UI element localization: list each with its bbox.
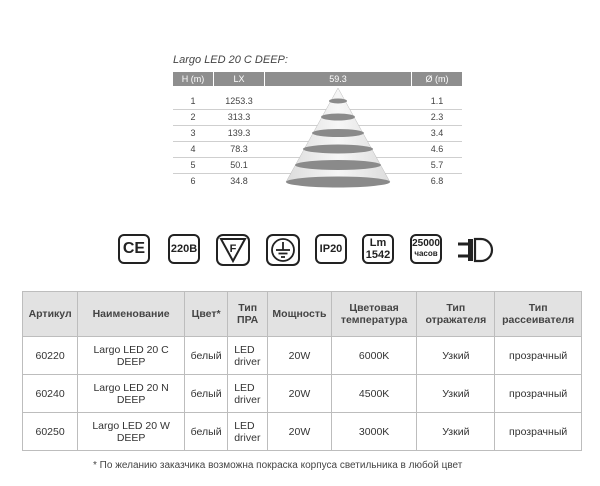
diffuser-cell: прозрачный <box>495 337 582 375</box>
ip-rating-icon <box>315 234 347 264</box>
voltage-icon <box>168 234 200 264</box>
power-cell: 20W <box>268 337 332 375</box>
header-lux: LX <box>214 72 264 86</box>
reflector-cell: Узкий <box>417 375 495 413</box>
f-mark-icon <box>216 234 250 271</box>
voltage-label: 220В <box>170 243 198 255</box>
height-value: 1 <box>190 96 196 106</box>
diameter-value: 1.1 <box>430 96 444 106</box>
lumen-label: Lm <box>369 237 387 249</box>
diffuser-cell: прозрачный <box>495 413 582 451</box>
spec-table <box>22 291 582 451</box>
col-article: Артикул <box>23 292 78 337</box>
diameter-value: 6.8 <box>430 176 444 186</box>
height-value: 3 <box>190 128 196 138</box>
lifetime-value: 25000 <box>412 238 440 249</box>
ground-icon <box>266 234 300 271</box>
height-value: 5 <box>190 160 196 170</box>
header-height: H (m) <box>173 72 213 86</box>
lux-value: 34.8 <box>230 176 248 186</box>
photometric-title: Largo LED 20 C DEEP: <box>173 54 288 66</box>
col-driver: Тип ПРА <box>228 292 268 337</box>
reflector-cell: Узкий <box>417 413 495 451</box>
ip-rating-label: IP20 <box>319 243 343 255</box>
temperature-cell: 4500K <box>331 375 416 413</box>
col-diffuser: Тип рассеивателя <box>495 292 582 337</box>
lux-value: 50.1 <box>230 160 248 170</box>
footnote: * По желанию заказчика возможна покраска корпуса светильника в любой цвет <box>93 460 463 471</box>
col-color: Цвет* <box>185 292 228 337</box>
reflector-cell: Узкий <box>417 337 495 375</box>
lifetime-icon <box>410 234 442 264</box>
diameter-value: 2.3 <box>430 112 444 122</box>
col-name: Наименование <box>78 292 185 337</box>
name-cell: Largo LED 20 W DEEP <box>78 413 185 451</box>
diameter-value: 3.4 <box>430 128 444 138</box>
col-reflector: Тип отражателя <box>417 292 495 337</box>
name-cell: Largo LED 20 C DEEP <box>78 337 185 375</box>
photometric-table <box>173 72 462 189</box>
height-value: 6 <box>190 176 196 186</box>
diameter-value: 4.6 <box>430 144 444 154</box>
color-cell: белый <box>185 337 228 375</box>
table-row <box>23 375 582 413</box>
color-cell: белый <box>185 413 228 451</box>
lux-value: 78.3 <box>230 144 248 154</box>
driver-cell: LED driver <box>228 375 268 413</box>
certification-icons <box>0 232 600 276</box>
lux-value: 139.3 <box>227 128 251 138</box>
color-cell: белый <box>185 375 228 413</box>
lifetime-label: часов <box>414 249 438 258</box>
lumen-value: 1542 <box>365 249 391 261</box>
f-mark-label: F <box>229 243 237 255</box>
light-cone-diagram <box>265 86 411 189</box>
height-value: 2 <box>190 112 196 122</box>
header-angle: 59.3 <box>265 72 411 86</box>
header-diameter: Ø (m) <box>412 72 462 86</box>
name-cell: Largo LED 20 N DEEP <box>78 375 185 413</box>
col-power: Мощность <box>268 292 332 337</box>
lux-value: 313.3 <box>227 112 251 122</box>
driver-cell: LED driver <box>228 413 268 451</box>
temperature-cell: 3000K <box>331 413 416 451</box>
power-cell: 20W <box>268 413 332 451</box>
ce-mark-label: CE <box>122 240 146 257</box>
lumen-icon <box>362 234 394 264</box>
lux-value: 1253.3 <box>225 96 253 106</box>
diameter-value: 5.7 <box>430 160 444 170</box>
diffuser-cell: прозрачный <box>495 375 582 413</box>
power-cell: 20W <box>268 375 332 413</box>
table-header-row <box>23 292 582 337</box>
article-cell: 60240 <box>23 375 78 413</box>
table-row <box>23 337 582 375</box>
article-cell: 60220 <box>23 337 78 375</box>
height-value: 4 <box>190 144 196 154</box>
plug-icon <box>456 236 496 269</box>
ce-mark-icon <box>118 234 150 264</box>
temperature-cell: 6000K <box>331 337 416 375</box>
driver-cell: LED driver <box>228 337 268 375</box>
table-row <box>23 413 582 451</box>
col-temperature: Цветовая температура <box>331 292 416 337</box>
article-cell: 60250 <box>23 413 78 451</box>
